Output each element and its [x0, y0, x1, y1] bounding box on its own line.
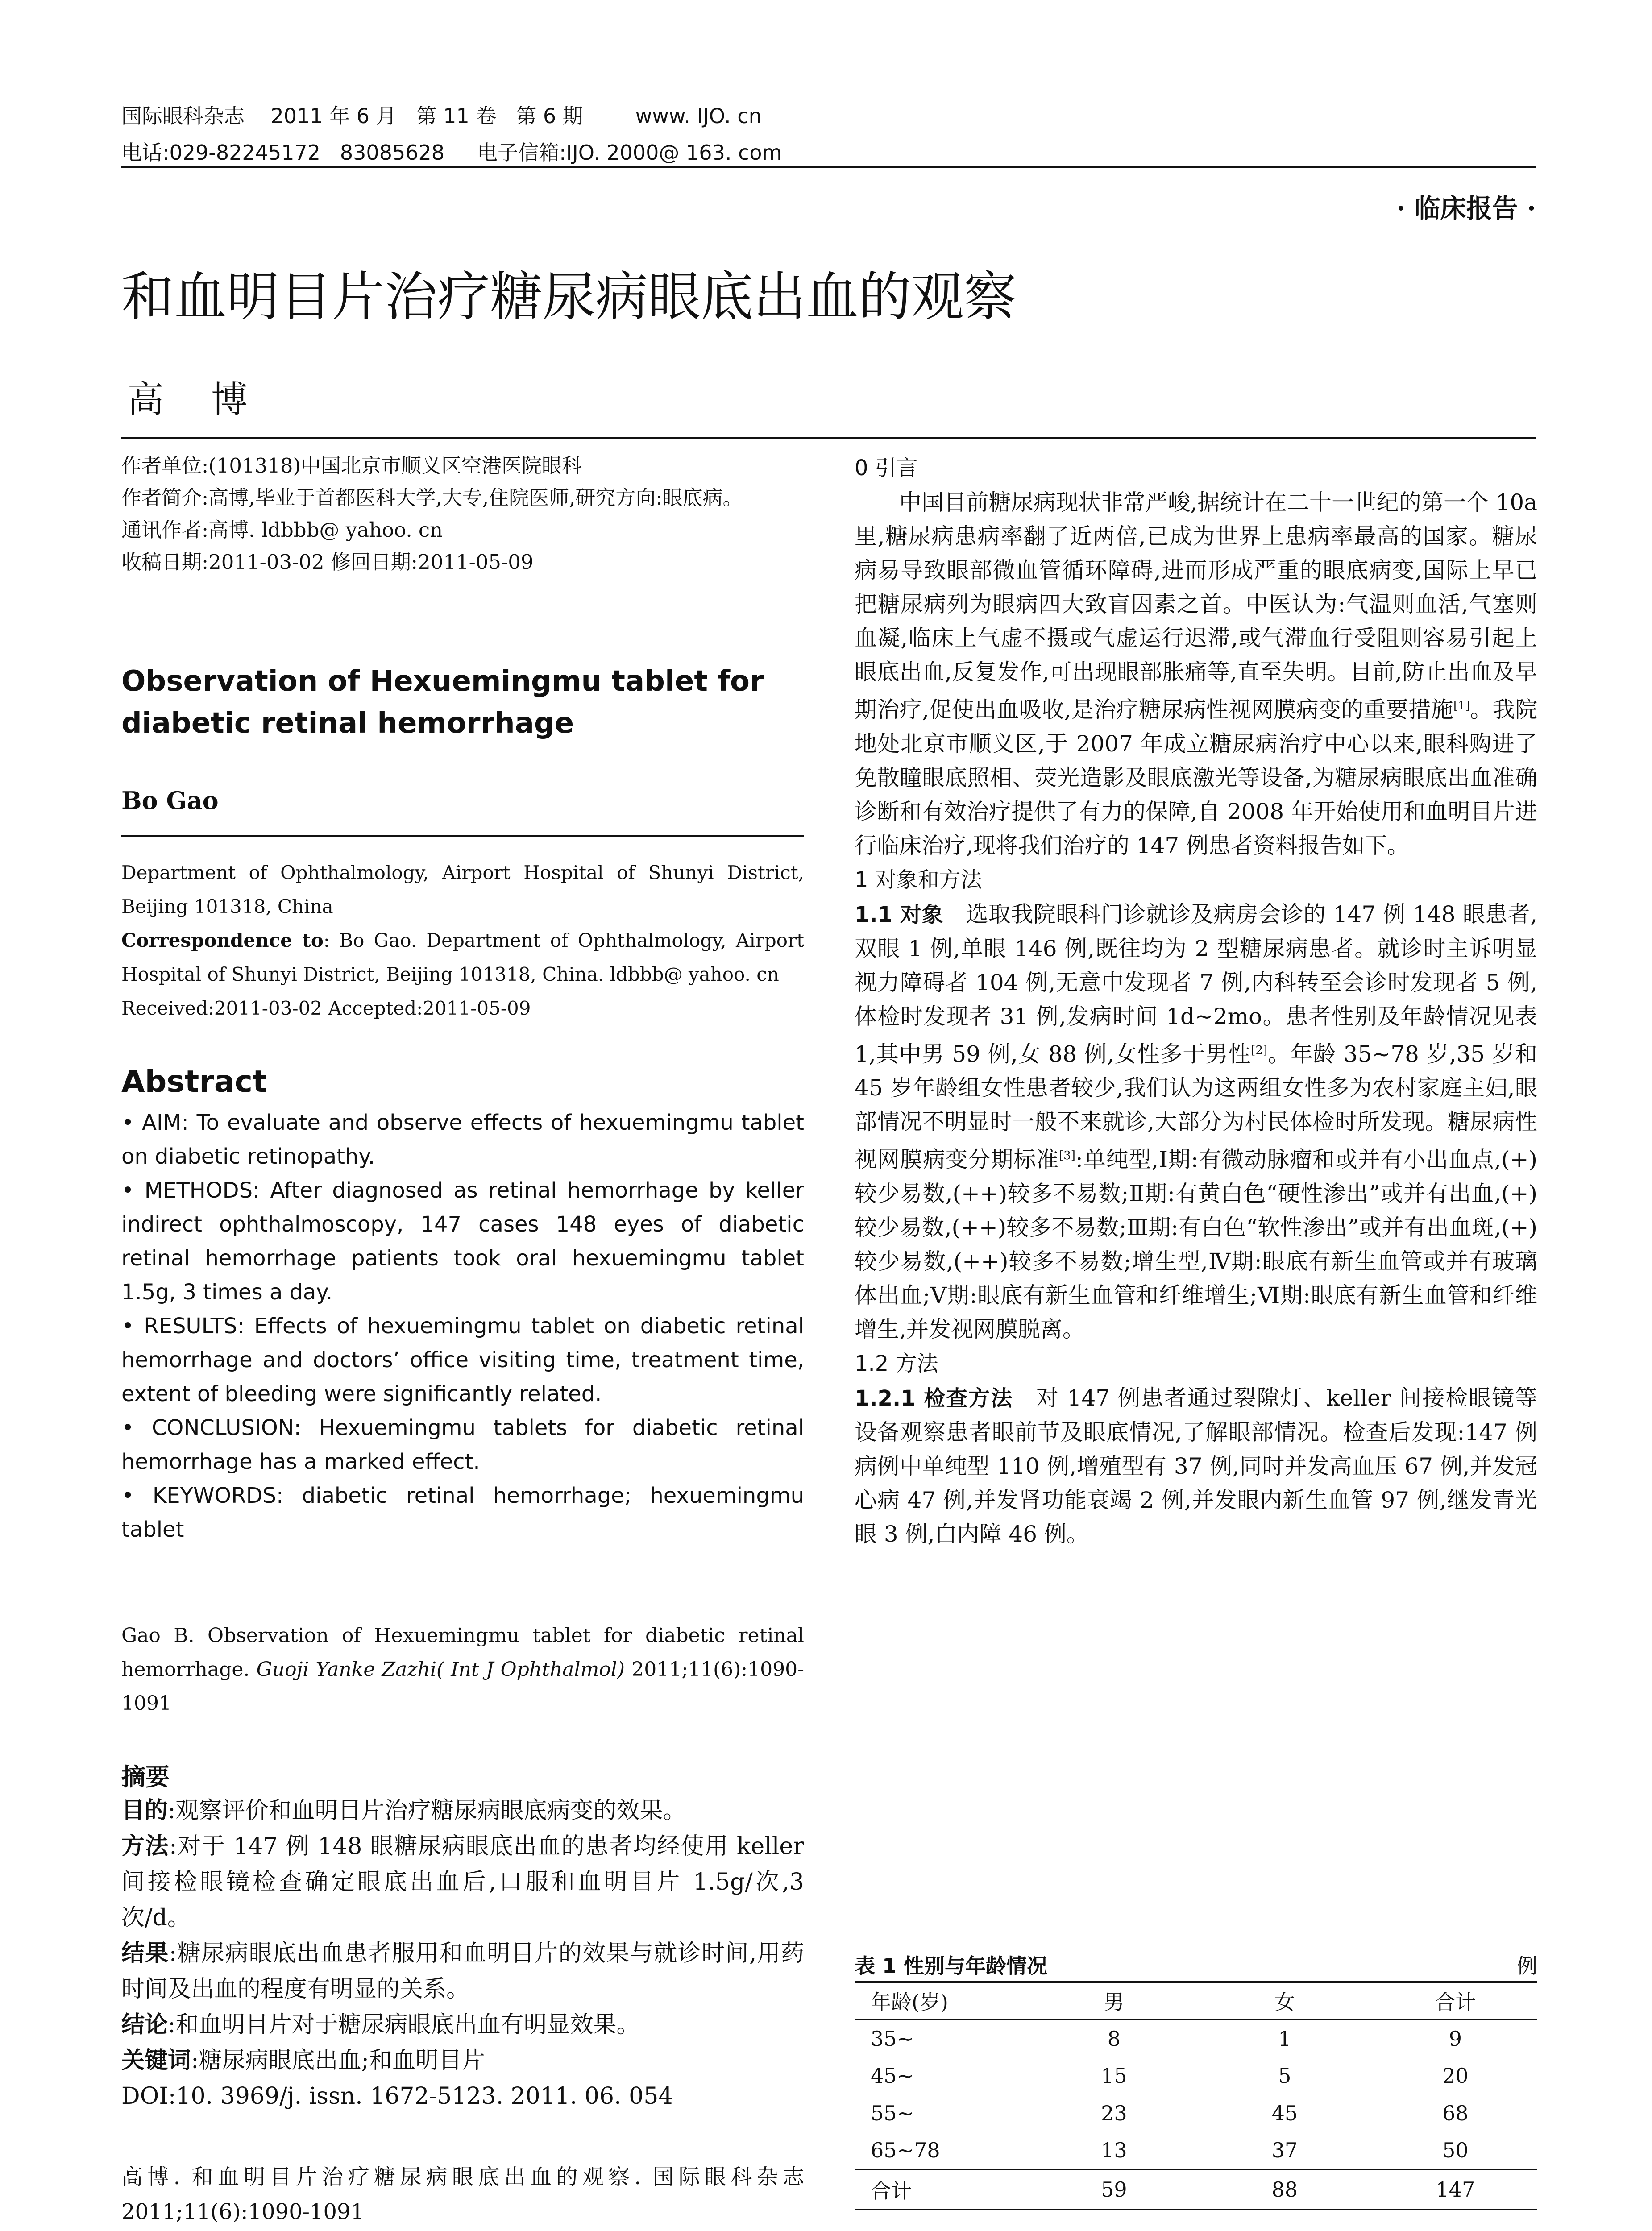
- total-count-cell: 68: [1442, 2101, 1469, 2125]
- male-count-cell: 8: [1107, 2026, 1121, 2051]
- zh-keywords-label: 关键词: [121, 2047, 191, 2074]
- abstract-results: [121, 1309, 804, 1411]
- section-1-1-text-1: 选取我院眼科门诊就诊及病房会诊的 147 例 148 眼患者,双眼 1 例,单眼 146 例,既往均为 2 型糖尿病患者。就诊时主诉明显视力障碍者 104 例,无意中发现者 7 例,内科转至会诊时发现者 5 例,体检时发现者 31 例,发病时间 1d~2mo。患者性别及年龄情况见表 1,其中男 59 例,女 88 例,女性多于男性: [855, 901, 1537, 1067]
- zh-conclusion-label: 结论: [121, 2011, 168, 2038]
- male-total-cell: 59: [1101, 2177, 1127, 2202]
- section-1-1-heading: 1.1 对象: [855, 902, 944, 927]
- author-name: 高 博: [127, 378, 266, 421]
- corresponding-author: 通讯作者:高博. ldbbb@ yahoo. cn: [121, 518, 443, 542]
- journal-info-line: 国际眼科杂志 2011 年 6 月 第 11 卷 第 6 期 www. IJO. cn: [121, 104, 762, 128]
- abstract-keywords-text: : diabetic retinal hemorrhage; hexuemingmu tablet: [121, 1483, 805, 1542]
- zh-conclusion-text: :和血明目片对于糖尿病眼底出血有明显效果。: [168, 2011, 640, 2038]
- age-group-cell: 55~: [871, 2101, 914, 2125]
- zh-methods-label: 方法: [121, 1833, 170, 1860]
- zh-keywords: [121, 2043, 804, 2078]
- zh-methods: [121, 1829, 804, 1936]
- title-rule: [121, 437, 1536, 439]
- chinese-abstract-body: [121, 1793, 804, 2114]
- abstract-aim-label: • AIM: [121, 1110, 182, 1135]
- abstract-methods-text: : After diagnosed as retinal hemorrhage by keller indirect ophthalmoscopy, 147 cases 148 eyes of diabetic retinal hemorrhage patients took oral hexuemingmu tablet 1.5g, 3 times a day.: [121, 1178, 804, 1305]
- grand-total-cell: 147: [1436, 2177, 1475, 2202]
- female-count-cell: 5: [1278, 2064, 1291, 2088]
- age-group-cell: 65~78: [871, 2138, 940, 2163]
- table-1-unit: 例: [1517, 1954, 1537, 1978]
- total-count-cell: 50: [1442, 2138, 1469, 2163]
- abstract-methods: [121, 1174, 804, 1309]
- section-1-1-paragraph: [855, 897, 1537, 1346]
- table-header-row: [855, 1982, 1537, 2020]
- citation-journal: Guoji Yanke Zazhi( Int J Ophthalmol): [256, 1658, 625, 1681]
- female-count-cell: 1: [1278, 2026, 1291, 2051]
- abstract-conclusion: [121, 1411, 804, 1479]
- header-male: 男: [1104, 1990, 1125, 2015]
- header-age: 年龄(岁): [871, 1990, 948, 2015]
- total-count-cell: 20: [1442, 2064, 1469, 2088]
- zh-results-text: :糖尿病眼底出血患者服用和血明目片的效果与就诊时间,用药时间及出血的程度有明显的关系。: [121, 1940, 804, 2003]
- female-count-cell: 45: [1271, 2101, 1298, 2125]
- header-total: 合计: [1435, 1990, 1476, 2015]
- female-total-cell: 88: [1271, 2177, 1298, 2202]
- abstract-conclusion-label: • CONCLUSION: [121, 1415, 294, 1440]
- age-group-cell: 45~: [871, 2064, 914, 2088]
- section-1-heading: 1 对象和方法: [855, 867, 982, 892]
- table-1-caption-row: [855, 1950, 1537, 1979]
- header-rule: [121, 166, 1536, 168]
- zh-conclusion: [121, 2007, 804, 2043]
- zh-results-label: 结果: [121, 1940, 169, 1967]
- male-count-cell: 15: [1101, 2064, 1127, 2088]
- female-count-cell: 37: [1271, 2138, 1298, 2163]
- section-1-2-1-paragraph: [855, 1381, 1537, 1551]
- section-1-1-text-3: :单纯型,Ⅰ期:有微动脉瘤和或并有小出血点,(+)较少易数,(++)较多不易数;Ⅱ期:有黄白色“硬性渗出”或并有出血,(+)较少易数,(++)较多不易数;Ⅲ期:有白色“软性渗出”或并有出血斑,(+)较少易数,(++)较多不易数;增生型,Ⅳ期:眼底有新生血管或并有玻璃体出血;Ⅴ期:眼底有新生血管和纤维增生;Ⅵ期:眼底有新生血管和纤维增生,并发视网膜脱离。: [855, 1146, 1538, 1342]
- total-label-cell: 合计: [871, 2178, 912, 2203]
- table-total-row: [855, 2169, 1537, 2210]
- correspondence-text: : Bo Gao. Department of Ophthalmology, Airport Hospital of Shunyi District, Beijing 101318, China. ldbbb@ yahoo. cn: [121, 929, 805, 985]
- table-row: [855, 2020, 1537, 2057]
- received-accepted-dates: Received:2011-03-02 Accepted:2011-05-09: [121, 997, 531, 1019]
- author-affiliation: 作者单位:(101318)中国北京市顺义区空港医院眼科: [121, 454, 582, 477]
- introduction-paragraph: [855, 485, 1537, 863]
- table-row: [855, 2132, 1537, 2169]
- english-rule: [121, 835, 804, 837]
- zh-aim-text: :观察评价和血明目片治疗糖尿病眼底病变的效果。: [168, 1797, 686, 1824]
- male-count-cell: 23: [1101, 2101, 1127, 2125]
- intro-text-2: 。我院地处北京市顺义区,于 2007 年成立糖尿病治疗中心以来,眼科购进了免散瞳眼底照相、荧光造影及眼底激光等设备,为糖尿病眼底出血准确诊断和有效治疗提供了有力的保障,自 2008 年开始使用和血明目片进行临床治疗,现将我们治疗的 147 例患者资料报告如下。: [855, 697, 1537, 858]
- header-female: 女: [1274, 1990, 1295, 2015]
- abstract-aim-text: : To evaluate and observe effects of hexuemingmu tablet on diabetic retinopathy.: [121, 1110, 804, 1169]
- english-author: Bo Gao: [121, 786, 219, 815]
- abstract-body: [121, 1106, 804, 1547]
- correspondence: [121, 924, 804, 991]
- reference-1: [1]: [1453, 699, 1470, 713]
- citation-authors-title: Gao B. Observation of Hexuemingmu tablet for diabetic retinal hemorrhage.: [121, 1624, 804, 1681]
- total-count-cell: 9: [1449, 2026, 1462, 2051]
- article-title: 和血明目片治疗糖尿病眼底出血的观察: [121, 266, 1017, 328]
- chinese-citation: 高博. 和血明目片治疗糖尿病眼底出血的观察. 国际眼科杂志 2011;11(6):1090-1091: [121, 2165, 804, 2224]
- section-1-2-1-heading: 1.2.1 检查方法: [855, 1385, 1013, 1411]
- reference-3: [3]: [1059, 1149, 1075, 1163]
- abstract-keywords-label: • KEYWORDS: [121, 1483, 276, 1508]
- abstract-conclusion-text: : Hexuemingmu tablets for diabetic retinal hemorrhage has a marked effect.: [121, 1415, 805, 1474]
- received-revised-dates: 收稿日期:2011-03-02 修回日期:2011-05-09: [121, 550, 534, 574]
- abstract-heading: Abstract: [121, 1064, 267, 1099]
- english-citation: [121, 1619, 804, 1721]
- zh-results: [121, 1936, 804, 2007]
- author-biography: 作者简介:高博,毕业于首都医科大学,大专,住院医师,研究方向:眼底病。: [121, 486, 743, 510]
- section-1-2-1-text: 对 147 例患者通过裂隙灯、keller 间接检眼镜等设备观察患者眼前节及眼底情况,了解眼部情况。检查后发现:147 例病例中单纯型 110 例,增殖型有 37 例,同时并发高血压 67 例,并发冠心病 47 例,并发肾功能衰竭 2 例,并发眼内新生血管 97 例,继发青光眼 3 例,白内障 46 例。: [855, 1385, 1537, 1547]
- reference-2: [2]: [1251, 1043, 1268, 1057]
- contact-info-line: 电话:029-82245172 83085628 电子信箱:IJO. 2000@ 163. com: [121, 141, 782, 165]
- zh-aim: [121, 1793, 804, 1829]
- english-affiliation-block: [121, 856, 804, 1025]
- abstract-results-text: : Effects of hexuemingmu tablet on diabetic retinal hemorrhage and doctors’ office visiting time, treatment time, extent of bleeding were significantly related.: [121, 1314, 804, 1406]
- age-group-cell: 35~: [871, 2026, 914, 2051]
- abstract-results-label: • RESULTS: [121, 1314, 237, 1339]
- chinese-abstract-heading: 摘要: [121, 1763, 170, 1791]
- abstract-keywords: [121, 1479, 804, 1547]
- zh-keywords-text: :糖尿病眼底出血;和血明目片: [191, 2047, 486, 2074]
- section-1-1-text-2: 。年龄 35~78 岁,35 岁和 45 岁年龄组女性患者较少,我们认为这两组女性多为农村家庭主妇,眼部情况不明显时一般不来就诊,大部分为村民体检时所发现。糖尿病性视网膜病变分期标准: [855, 1041, 1537, 1173]
- abstract-aim: [121, 1106, 804, 1174]
- table-1: [855, 1981, 1537, 2210]
- zh-aim-label: 目的: [121, 1797, 168, 1824]
- male-count-cell: 13: [1101, 2138, 1127, 2163]
- abstract-methods-label: • METHODS: [121, 1178, 253, 1203]
- body-text-column: [855, 451, 1537, 1551]
- doi: DOI:10. 3969/j. issn. 1672-5123. 2011. 06. 054: [121, 2083, 673, 2110]
- table-row: [855, 2057, 1537, 2094]
- author-info-block: [121, 450, 804, 578]
- citation-volume: 2011;11(6):1090-1091: [121, 1658, 805, 1715]
- english-affiliation: Department of Ophthalmology, Airport Hospital of Shunyi District, Beijing 101318, China: [121, 862, 804, 917]
- table-row: [855, 2094, 1537, 2132]
- section-1-2-heading: 1.2 方法: [855, 1351, 938, 1376]
- section-0-heading: 0 引言: [855, 456, 918, 481]
- intro-text-1: 中国目前糖尿病现状非常严峻,据统计在二十一世纪的第一个 10a 里,糖尿病患病率翻了近两倍,已成为世界上患病率最高的国家。糖尿病易导致眼部微血管循环障碍,进而形成严重的眼底病变,国际上早已把糖尿病列为眼病四大致盲因素之首。中医认为:气温则血活,气塞则血凝,临床上气虚不摄或气虚运行迟滞,或气滞血行受阻则容易引起上眼底出血,反复发作,可出现眼部胀痛等,直至失明。目前,防止出血及早期治疗,促使出血吸收,是治疗糖尿病性视网膜病变的重要措施: [855, 489, 1537, 723]
- zh-methods-text: :对于 147 例 148 眼糖尿病眼底出血的患者均经使用 keller 间接检眼镜检查确定眼底出血后,口服和血明目片 1.5g/次,3 次/d。: [121, 1833, 804, 1931]
- table-1-caption: 表 1 性别与年龄情况: [855, 1954, 1048, 1978]
- english-title: Observation of Hexuemingmu tablet for diabetic retinal hemorrhage: [121, 665, 764, 740]
- correspondence-label: Correspondence to: [121, 929, 324, 951]
- article-category: · 临床报告 ·: [1396, 193, 1536, 224]
